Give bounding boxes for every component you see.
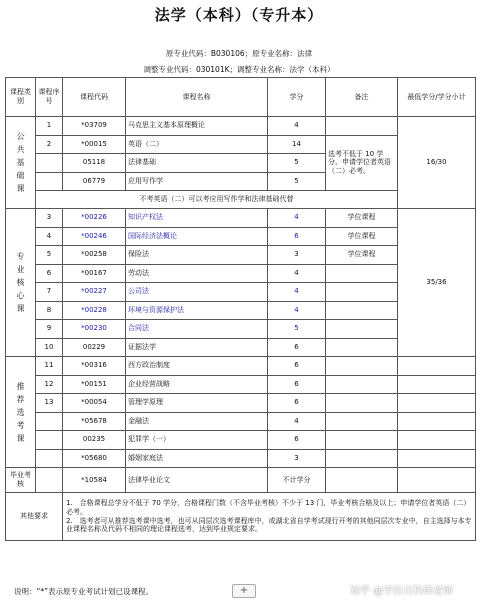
code-cell: *00226 — [63, 209, 126, 228]
seq-cell — [36, 172, 63, 191]
remark-cell: 学位课程 — [326, 246, 398, 265]
credit-cell: 3 — [268, 246, 326, 265]
credit-cell: 6 — [268, 394, 326, 413]
remark-cell — [326, 431, 398, 450]
code-cell: 00229 — [63, 338, 126, 357]
subtotal-cell: 16/30 — [398, 117, 476, 209]
code-cell: *00246 — [63, 227, 126, 246]
table-row — [6, 357, 476, 376]
seq-cell: 7 — [36, 283, 63, 302]
seq-cell: 6 — [36, 264, 63, 283]
category-label: 专业核心课 — [16, 252, 25, 313]
remark-cell: 选考不低于 10 学分，申请学位者英语（二）必考。 — [326, 135, 398, 191]
subtotal-cell — [398, 357, 476, 376]
name-cell: 应用写作学 — [126, 172, 268, 191]
credit-cell: 4 — [268, 209, 326, 228]
category-cell — [6, 209, 36, 357]
seq-cell: 9 — [36, 320, 63, 339]
credit-cell: 6 — [268, 357, 326, 376]
code-cell: *00230 — [63, 320, 126, 339]
name-cell: 法律毕业论文 — [126, 468, 268, 493]
requirement-item: 2. 选考者可从推荐选考课中选考，也可从同层次选考课程库中，或湖北省自学考试现行开考的其他同层次专业中，自主选择与本专业课程名称及代码不相同的理论课程选考，达到毕业规定要求。 — [66, 516, 472, 534]
seq-cell — [36, 412, 63, 431]
code-cell: *00316 — [63, 357, 126, 376]
table-row — [6, 209, 476, 228]
remark-cell — [326, 449, 398, 468]
credit-cell: 4 — [268, 301, 326, 320]
category-label: 公共基础课 — [16, 132, 25, 193]
header-seq: 课程序号 — [36, 78, 63, 117]
credit-cell: 4 — [268, 264, 326, 283]
curriculum-table — [5, 77, 476, 541]
table-row — [6, 394, 476, 413]
remark-cell — [326, 283, 398, 302]
code-cell: 00235 — [63, 431, 126, 450]
name-cell: 证据法学 — [126, 338, 268, 357]
name-cell: 劳动法 — [126, 264, 268, 283]
adjusted-major-info: 调整专业代码：030101K；调整专业名称：法学（本科） — [143, 65, 335, 74]
other-label: 其他要求 — [6, 493, 63, 541]
subtotal-cell — [398, 468, 476, 493]
seq-cell — [36, 431, 63, 450]
subtotal-cell — [398, 431, 476, 450]
code-cell: 06779 — [63, 172, 126, 191]
seq-cell: 1 — [36, 117, 63, 136]
seq-cell: 5 — [36, 246, 63, 265]
seq-cell: 13 — [36, 394, 63, 413]
code-cell: *05678 — [63, 412, 126, 431]
original-major-info: 原专业代码：B030106；原专业名称：法律 — [165, 49, 313, 58]
remark-cell — [326, 338, 398, 357]
code-cell: *00258 — [63, 246, 126, 265]
code-cell: *03709 — [63, 117, 126, 136]
credit-cell: 6 — [268, 431, 326, 450]
header-credit: 学分 — [268, 78, 326, 117]
code-cell: *00015 — [63, 135, 126, 154]
name-cell: 保险法 — [126, 246, 268, 265]
subtotal-cell — [398, 394, 476, 413]
code-cell: *00227 — [63, 283, 126, 302]
category-cell: 毕业考核 — [6, 468, 36, 493]
seq-cell: 3 — [36, 209, 63, 228]
requirement-item: 1. 合格课程总学分不低于 70 学分，合格课程门数（不含毕业考核）不少于 13 门，毕业考核合格及以上；申请学位者英语（二）必考。 — [66, 499, 471, 516]
watermark: 知乎 @学历百科韩老师 — [350, 586, 454, 597]
name-cell: 金融法 — [126, 412, 268, 431]
credit-cell: 5 — [268, 172, 326, 191]
page-title: 法学（本科）（专升本） — [154, 6, 324, 24]
credit-cell: 6 — [268, 227, 326, 246]
name-cell: 犯罪学（一） — [126, 431, 268, 450]
code-cell: *00167 — [63, 264, 126, 283]
seq-cell: 10 — [36, 338, 63, 357]
seq-cell — [36, 154, 63, 173]
remark-cell — [326, 264, 398, 283]
name-cell: 婚姻家庭法 — [126, 449, 268, 468]
graduation-row — [6, 468, 476, 493]
credit-cell: 4 — [268, 283, 326, 302]
seq-cell: 11 — [36, 357, 63, 376]
name-cell: 西方政治制度 — [126, 357, 268, 376]
name-cell: 英语（二） — [126, 135, 268, 154]
code-cell: *10584 — [63, 468, 126, 493]
code-cell: *00054 — [63, 394, 126, 413]
seq-cell: 4 — [36, 227, 63, 246]
subtotal-cell — [398, 375, 476, 394]
credit-cell: 不计学分 — [268, 468, 326, 493]
table-row — [6, 375, 476, 394]
other-requirements-row — [6, 493, 476, 541]
category-cell — [6, 357, 36, 468]
remark-cell: 学位课程 — [326, 209, 398, 228]
seq-cell: 12 — [36, 375, 63, 394]
category-cell — [6, 117, 36, 209]
header-row — [6, 78, 476, 117]
name-cell: 合同法 — [126, 320, 268, 339]
table-row — [6, 117, 476, 136]
header-category: 课程类别 — [6, 78, 36, 117]
credit-cell: 3 — [268, 449, 326, 468]
name-cell: 公司法 — [126, 283, 268, 302]
remark-cell: 学位课程 — [326, 227, 398, 246]
table-row — [6, 449, 476, 468]
remark-cell — [326, 375, 398, 394]
table-row — [6, 412, 476, 431]
footer-note: 说明：“*”表示原专业考试计划已设课程。 — [14, 587, 154, 596]
remark-cell — [326, 320, 398, 339]
other-requirements — [63, 493, 476, 541]
code-cell: *05680 — [63, 449, 126, 468]
expand-button[interactable]: + — [232, 584, 256, 598]
category-label: 推荐选考课 — [16, 381, 25, 443]
seq-cell — [36, 468, 63, 493]
name-cell: 法律基础 — [126, 154, 268, 173]
name-cell: 马克思主义基本原理概论 — [126, 117, 268, 136]
seq-cell: 2 — [36, 135, 63, 154]
name-cell: 国际经济法概论 — [126, 227, 268, 246]
remark-cell — [326, 357, 398, 376]
name-cell: 企业经营战略 — [126, 375, 268, 394]
credit-cell: 5 — [268, 320, 326, 339]
subtotal-cell: 35/36 — [398, 209, 476, 357]
code-cell: *00151 — [63, 375, 126, 394]
name-cell: 管理学原理 — [126, 394, 268, 413]
header-name: 课程名称 — [126, 78, 268, 117]
credit-cell: 6 — [268, 338, 326, 357]
code-cell: *00228 — [63, 301, 126, 320]
header-min: 最低学分/学分小计 — [398, 78, 476, 117]
credit-cell: 5 — [268, 154, 326, 173]
remark-cell — [326, 301, 398, 320]
header-code: 课程代码 — [63, 78, 126, 117]
credit-cell: 6 — [268, 375, 326, 394]
remark-cell — [326, 468, 398, 493]
remark-cell — [326, 394, 398, 413]
name-cell: 知识产权法 — [126, 209, 268, 228]
substitution-note: 不考英语（二）可以考应用写作学和法律基础代替 — [36, 191, 398, 209]
credit-cell: 14 — [268, 135, 326, 154]
remark-cell — [326, 412, 398, 431]
remark-cell — [326, 117, 398, 136]
table-row — [6, 431, 476, 450]
seq-cell: 8 — [36, 301, 63, 320]
subtotal-cell — [398, 412, 476, 431]
credit-cell: 4 — [268, 117, 326, 136]
header-remark: 备注 — [326, 78, 398, 117]
name-cell: 环境与资源保护法 — [126, 301, 268, 320]
credit-cell: 4 — [268, 412, 326, 431]
seq-cell — [36, 449, 63, 468]
code-cell: 05118 — [63, 154, 126, 173]
subtotal-cell — [398, 449, 476, 468]
